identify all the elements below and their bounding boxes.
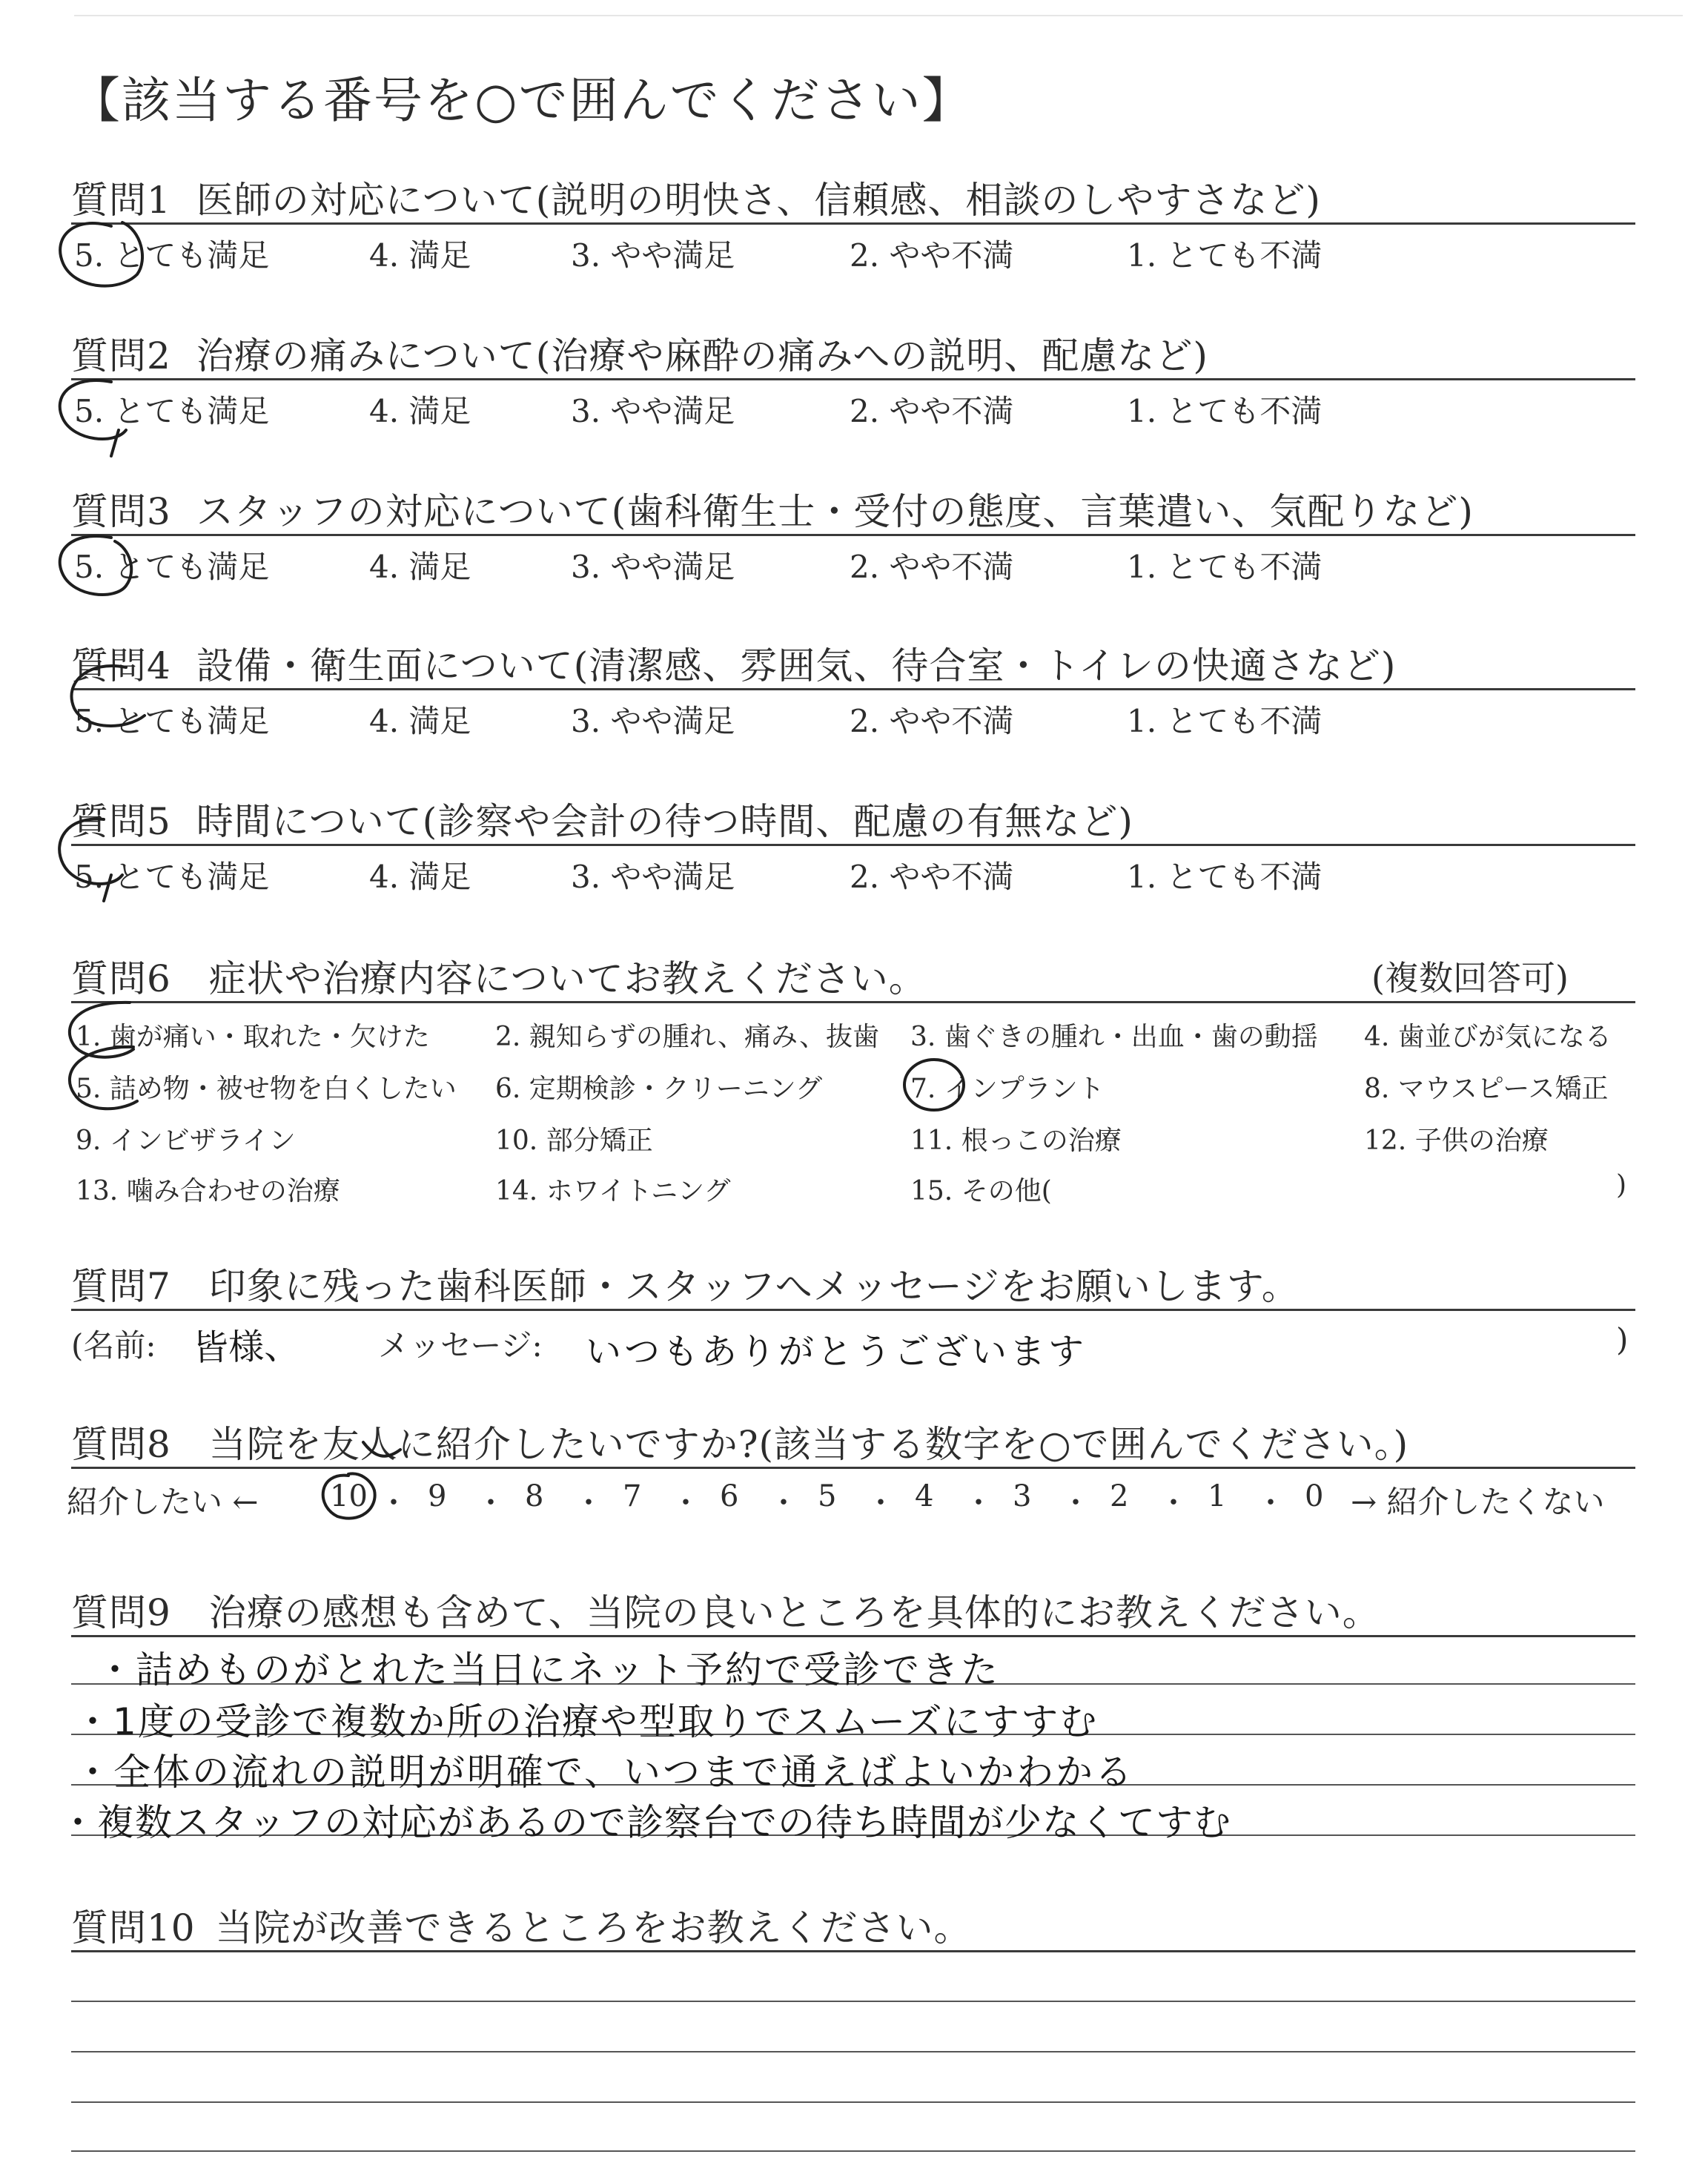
q2-rule: [71, 378, 1635, 380]
q8-scale-separator: ・: [964, 1486, 993, 1520]
q1-option-5[interactable]: 5. とても満足: [74, 237, 270, 274]
q3-option-5[interactable]: 5. とても満足: [74, 549, 270, 585]
q3-title: [71, 482, 1474, 535]
q6-option-2[interactable]: 2. 親知らずの腫れ、痛み、抜歯: [495, 1022, 880, 1052]
q2-option-5[interactable]: 5. とても満足: [74, 393, 270, 429]
q8-scale-value[interactable]: 9: [428, 1479, 447, 1513]
q8-scale-separator: ・: [1061, 1486, 1090, 1520]
q10-answer-line[interactable]: [71, 2101, 1635, 2103]
q6-option-5[interactable]: 5. 詰め物・被せ物を白くしたい: [76, 1074, 457, 1104]
q6-title: [71, 949, 927, 1003]
q8-scale-value[interactable]: 2: [1110, 1479, 1129, 1513]
q2-label: 質問2: [71, 334, 171, 377]
q6-multiple-note: (複数回答可): [1371, 958, 1569, 998]
q8-scale-separator: ・: [866, 1486, 896, 1520]
q7-rule: [71, 1309, 1635, 1311]
q1-label: 質問1: [71, 179, 171, 222]
q8-left-label: 紹介したい ←: [67, 1484, 259, 1520]
q5-option-3[interactable]: 3. やや満足: [571, 859, 735, 895]
q2-option-3[interactable]: 3. やや満足: [571, 393, 735, 429]
q10-title: [71, 1898, 972, 1952]
q7-text: 印象に残った歯科医師・スタッフへメッセージをお願いします。: [208, 1265, 1300, 1308]
q8-scale-separator: ・: [379, 1486, 408, 1520]
q10-label: 質問10: [71, 1906, 196, 1949]
q3-option-4[interactable]: 4. 満足: [369, 549, 471, 585]
q6-option-14[interactable]: 14. ホワイトニング: [495, 1176, 731, 1206]
q10-text: 当院が改善できるところをお教えください。: [215, 1906, 972, 1949]
q4-option-5[interactable]: 5. とても満足: [74, 703, 270, 739]
q6-option-10[interactable]: 10. 部分矯正: [495, 1126, 653, 1156]
q9-label: 質問9: [71, 1591, 171, 1634]
q8-scale-value[interactable]: 7: [623, 1479, 642, 1513]
q6-option-9[interactable]: 9. インビザライン: [76, 1126, 296, 1156]
q7-label: 質問7: [71, 1265, 171, 1308]
q7-title: [71, 1257, 1300, 1310]
q2-text: 治療の痛みについて(治療や麻酔の痛みへの説明、配慮など): [196, 334, 1208, 377]
q6-option-11[interactable]: 11. 根っこの治療: [910, 1126, 1122, 1156]
q5-option-1[interactable]: 1. とても不満: [1127, 859, 1323, 895]
q5-option-5[interactable]: 5. とても満足: [74, 859, 270, 895]
q8-scale-value[interactable]: 4: [915, 1479, 934, 1513]
q8-scale-value[interactable]: 3: [1013, 1479, 1032, 1513]
q2-title: [71, 326, 1208, 380]
q5-title: [71, 792, 1133, 845]
q2-option-2[interactable]: 2. やや不満: [850, 393, 1014, 429]
q5-label: 質問5: [71, 800, 171, 843]
q9-answer-1[interactable]: ・詰めものがとれた当日にネット予約で受診できた: [96, 1648, 1000, 1691]
q1-option-4[interactable]: 4. 満足: [369, 237, 471, 274]
q8-scale-separator: ・: [769, 1486, 798, 1520]
q1-title: [71, 171, 1321, 224]
q7-name-label: (名前:: [71, 1327, 156, 1364]
q6-option-15-close: ): [1616, 1170, 1627, 1200]
q10-rule: [71, 1950, 1635, 1952]
q10-answer-line[interactable]: [71, 2001, 1635, 2002]
q6-rule: [71, 1001, 1635, 1003]
q4-option-2[interactable]: 2. やや不満: [850, 703, 1014, 739]
q8-right-label: → 紹介したくない: [1351, 1484, 1605, 1520]
q9-answer-2[interactable]: ・1度の受診で複数か所の治療や型取りでスムーズにすすむ: [74, 1700, 1099, 1743]
q5-rule: [71, 844, 1635, 846]
q3-option-1[interactable]: 1. とても不満: [1127, 549, 1323, 585]
q3-option-3[interactable]: 3. やや満足: [571, 549, 735, 585]
q7-close-paren: ): [1616, 1321, 1629, 1358]
q6-option-12[interactable]: 12. 子供の治療: [1364, 1126, 1549, 1156]
q1-text: 医師の対応について(説明の明快さ、信頼感、相談のしやすさなど): [196, 179, 1321, 222]
q5-option-4[interactable]: 4. 満足: [369, 859, 471, 895]
q8-scale-separator: ・: [1159, 1486, 1188, 1520]
q1-option-2[interactable]: 2. やや不満: [850, 237, 1014, 274]
q4-option-3[interactable]: 3. やや満足: [571, 703, 735, 739]
q4-label: 質問4: [71, 644, 171, 687]
q9-rule: [71, 1635, 1635, 1637]
q4-text: 設備・衛生面について(清潔感、雰囲気、待合室・トイレの快適さなど): [196, 644, 1397, 687]
q2-option-4[interactable]: 4. 満足: [369, 393, 471, 429]
q6-option-1[interactable]: 1. 歯が痛い・取れた・欠けた: [76, 1022, 430, 1052]
q3-text: スタッフの対応について(歯科衛生士・受付の態度、言葉遣い、気配りなど): [196, 490, 1474, 533]
q8-scale-value[interactable]: 0: [1305, 1479, 1324, 1513]
q4-rule: [71, 688, 1635, 690]
q6-option-8[interactable]: 8. マウスピース矯正: [1364, 1074, 1609, 1104]
q8-scale-separator: ・: [1256, 1486, 1285, 1520]
q6-option-6[interactable]: 6. 定期検診・クリーニング: [495, 1074, 823, 1104]
q8-scale-value[interactable]: 8: [525, 1479, 544, 1513]
q3-option-2[interactable]: 2. やや不満: [850, 549, 1014, 585]
q8-title: [71, 1415, 1409, 1468]
q8-label: 質問8: [71, 1423, 171, 1466]
q4-option-4[interactable]: 4. 満足: [369, 703, 471, 739]
q8-scale-value[interactable]: 5: [818, 1479, 837, 1513]
q3-label: 質問3: [71, 490, 171, 533]
q1-option-3[interactable]: 3. やや満足: [571, 237, 735, 274]
q7-name-value[interactable]: 皆様、: [192, 1325, 300, 1370]
q9-answer-4[interactable]: ・複数スタッフの対応があるので診察台での待ち時間が少なくてすむ: [59, 1801, 1231, 1844]
q3-rule: [71, 534, 1635, 536]
q6-option-15[interactable]: 15. その他(: [910, 1176, 1052, 1206]
q8-rule: [71, 1467, 1635, 1469]
q7-message-value[interactable]: いつもありがとうございます: [586, 1331, 1088, 1373]
q9-text: 治療の感想も含めて、当院の良いところを具体的にお教えください。: [208, 1591, 1380, 1634]
q1-option-1[interactable]: 1. とても不満: [1127, 237, 1323, 274]
q2-option-1[interactable]: 1. とても不満: [1127, 393, 1323, 429]
q7-message-label: メッセージ:: [378, 1327, 543, 1364]
q8-scale-separator: ・: [476, 1486, 506, 1520]
q6-option-7[interactable]: 7. インプラント: [910, 1074, 1105, 1104]
page-title: 【該当する番号を○で囲んでください】: [71, 72, 973, 129]
q8-text: 当院を友人に紹介したいですか?(該当する数字を○で囲んでください。): [208, 1423, 1409, 1466]
q10-answer-line[interactable]: [71, 2150, 1635, 2152]
q6-option-13[interactable]: 13. 噛み合わせの治療: [76, 1176, 340, 1206]
q9-title: [71, 1583, 1380, 1636]
q4-option-1[interactable]: 1. とても不満: [1127, 703, 1323, 739]
q8-scale-value[interactable]: 1: [1208, 1479, 1227, 1513]
q5-text: 時間について(診察や会計の待つ時間、配慮の有無など): [196, 800, 1133, 843]
q1-rule: [71, 222, 1635, 225]
q8-scale-separator: ・: [671, 1486, 701, 1520]
q8-scale-separator: ・: [574, 1486, 603, 1520]
q9-answer-3[interactable]: ・全体の流れの説明が明確で、いつまで通えばよいかわかる: [74, 1751, 1134, 1794]
q8-scale-value[interactable]: 10: [330, 1479, 368, 1513]
scan-top-edge: [74, 15, 1683, 16]
q4-title: [71, 636, 1396, 690]
q6-option-3[interactable]: 3. 歯ぐきの腫れ・出血・歯の動揺: [910, 1022, 1318, 1052]
q8-scale-value[interactable]: 6: [720, 1479, 739, 1513]
q5-option-2[interactable]: 2. やや不満: [850, 859, 1014, 895]
q6-text: 症状や治療内容についてお教えください。: [208, 957, 927, 1000]
q10-answer-line[interactable]: [71, 2051, 1635, 2052]
q6-label: 質問6: [71, 957, 171, 1000]
q6-option-4[interactable]: 4. 歯並びが気になる: [1364, 1022, 1612, 1052]
